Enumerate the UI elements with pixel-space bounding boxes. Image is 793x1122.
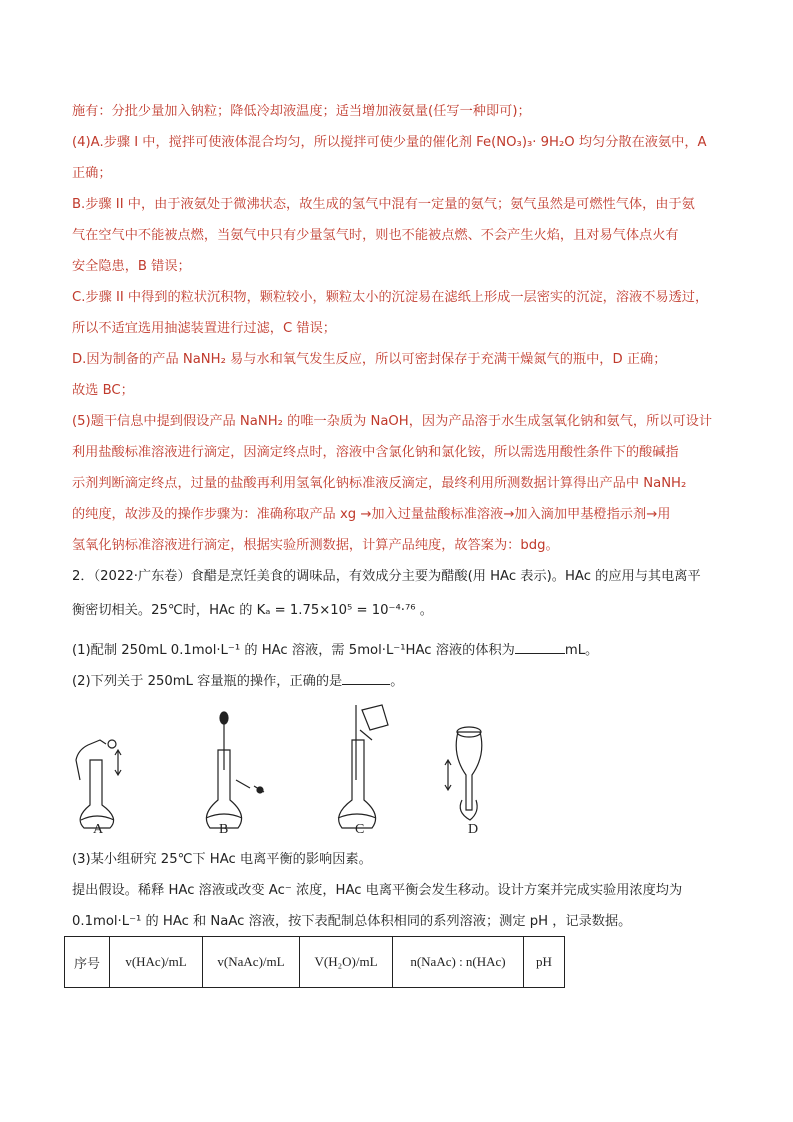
hypothesis-line: 提出假设。稀释 HAc 溶液或改变 Ac⁻ 浓度，HAc 电离平衡会发生移动。设计方案并完成实验用浓度均为: [72, 883, 683, 898]
question-2-stem: 2．（2022·广东卷）食醋是烹饪美食的调味品，有效成分主要为醋酸(用 HAc 表示)。HAc 的应用与其电离平: [72, 569, 701, 584]
question-2-part-3: (3)某小组研究 25℃下 HAc 电离平衡的影响因素。: [72, 852, 372, 867]
flask-a: [76, 740, 121, 828]
answer-line-6: 安全隐患，B 错误；: [72, 259, 191, 274]
answer-blank[interactable]: [515, 641, 565, 654]
answer-line-5: 气在空气中不能被点燃，当氨气中只有少量氢气时，则也不能被点燃、不会产生火焰，且对易气体点火有: [72, 228, 679, 243]
answer-line-2: (4)A.步骤 I 中，搅拌可使液体混合均匀，所以搅拌可使少量的催化剂 Fe(NO₃)₃· 9H₂O 均匀分散在液氨中，A: [72, 135, 707, 150]
table-header-cell: v(NaAc)/mL: [203, 937, 300, 988]
figure-label-a: A: [93, 822, 104, 837]
table-header-cell: n(NaAc) : n(HAc): [393, 937, 524, 988]
answer-line-4: B.步骤 II 中，由于液氨处于微沸状态，故生成的氢气中混有一定量的氨气；氨气虽然是可燃性气体，由于氨: [72, 197, 695, 212]
answer-blank[interactable]: [342, 672, 390, 685]
answer-line-3: 正确；: [72, 166, 112, 181]
question-2-ka: 衡密切相关。25℃时，HAc 的 Kₐ = 1.75×10⁵ = 10⁻⁴·⁷⁶ 。: [72, 603, 433, 618]
table-header-cell: pH: [524, 937, 565, 988]
question-2-part-2: (2)下列关于 250mL 容量瓶的操作，正确的是 。: [72, 674, 404, 689]
answer-line-15: 氢氧化钠标准溶液进行滴定，根据实验所测数据，计算产品纯度，故答案为：bdg。: [72, 538, 559, 553]
table-header-cell: v(HAc)/mL: [110, 937, 203, 988]
figure-label-d: D: [468, 822, 479, 837]
flask-b: [206, 712, 264, 828]
answer-line-9: D.因为制备的产品 NaNH₂ 易与水和氧气发生反应，所以可密封保存于充满干燥氮气的瓶中，D 正确；: [72, 352, 667, 367]
flask-operations-figure: [70, 700, 530, 842]
table-header-cell: V(H₂O)/mL: [300, 937, 393, 988]
figure-label-c: C: [355, 822, 365, 837]
table-header-row: [65, 937, 565, 988]
solution-table: [64, 936, 565, 988]
answer-line-14: 的纯度，故涉及的操作步骤为：准确称取产品 xg →加入过量盐酸标准溶液→加入滴加甲基橙指示剂→用: [72, 507, 671, 522]
answer-line-11: (5)题干信息中提到假设产品 NaNH₂ 的唯一杂质为 NaOH，因为产品溶于水生成氢氧化钠和氨气，所以可设计: [72, 414, 713, 429]
question-2-part-1: (1)配制 250mL 0.1mol·L⁻¹ 的 HAc 溶液，需 5mol·L⁻¹HAc 溶液的体积为 mL。: [72, 643, 599, 658]
answer-line-12: 利用盐酸标准溶液进行滴定，因滴定终点时，溶液中含氯化钠和氯化铵，所以需选用酸性条件下的酸碱指: [72, 445, 679, 460]
table-header-cell: 序号: [65, 937, 110, 988]
flask-c: [338, 705, 388, 828]
answer-line-13: 示剂判断滴定终点，过量的盐酸再利用氢氧化钠标准液反滴定，最终利用所测数据计算得出产品中 NaNH₂: [72, 476, 687, 491]
answer-line-7: C.步骤 II 中得到的粒状沉积物，颗粒较小，颗粒太小的沉淀易在滤纸上形成一层密实的沉淀，溶液不易透过，: [72, 290, 709, 305]
answer-line-8: 所以不适宜选用抽滤装置进行过滤，C 错误；: [72, 321, 336, 336]
method-line: 0.1mol·L⁻¹ 的 HAc 和 NaAc 溶液，按下表配制总体积相同的系列溶液；测定 pH ，记录数据。: [72, 914, 632, 929]
answer-line-1: 施有：分批少量加入钠粒；降低冷却液温度；适当增加液氨量(任写一种即可)；: [72, 104, 531, 119]
figure-label-b: B: [219, 822, 229, 837]
flask-d: [445, 727, 482, 820]
answer-line-10: 故选 BC；: [72, 383, 134, 398]
